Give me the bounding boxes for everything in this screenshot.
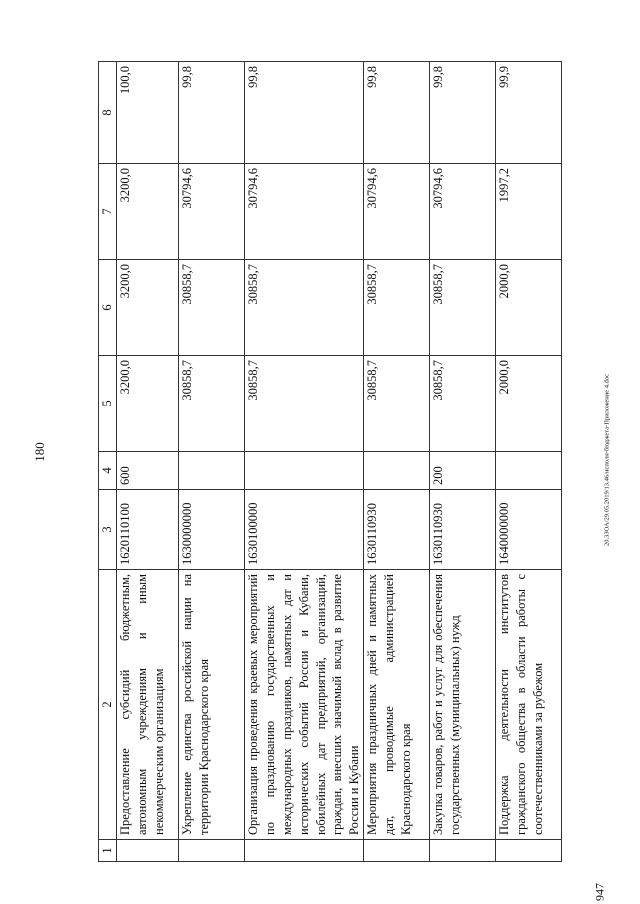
table-row: [496, 62, 562, 862]
header-col-2: 2: [99, 570, 117, 840]
table-row: [430, 62, 496, 862]
table-row: [117, 62, 179, 862]
cell-name: Укрепление единства российской нации на территории Краснодарского края: [179, 570, 245, 840]
cell-col-5: 30858,7: [364, 356, 430, 452]
cell-target-code: 1630110930: [430, 490, 496, 570]
cell-col-6: 30858,7: [245, 260, 364, 356]
table-row: [364, 62, 430, 862]
cell-target-code: 1620110100: [117, 490, 179, 570]
budget-table: [98, 61, 562, 862]
cell-col-1: [179, 840, 245, 862]
cell-col-5: 30858,7: [430, 356, 496, 452]
cell-name: Мероприятия праздничных дней и памятных дат, проводимые администрацией Краснодарского края: [364, 570, 430, 840]
cell-expense-type: 200: [430, 452, 496, 490]
cell-col-7: 30794,6: [364, 164, 430, 260]
cell-col-5: 3200,0: [117, 356, 179, 452]
table-row: [179, 62, 245, 862]
cell-expense-type: [179, 452, 245, 490]
cell-col-7: 3200,0: [117, 164, 179, 260]
cell-col-8: 99,8: [430, 62, 496, 164]
cell-col-1: [364, 840, 430, 862]
cell-col-5: 30858,7: [179, 356, 245, 452]
header-col-4: 4: [99, 452, 117, 490]
cell-col-8: 99,8: [364, 62, 430, 164]
header-col-3: 3: [99, 490, 117, 570]
cell-expense-type: [245, 452, 364, 490]
corner-number: 947: [592, 883, 607, 901]
header-col-8: 8: [99, 62, 117, 164]
cell-col-6: 30858,7: [364, 260, 430, 356]
cell-col-8: 99,9: [496, 62, 562, 164]
cell-name: Поддержка деятельности институтов гражданского общества в области работы с соотечественниками за рубежом: [496, 570, 562, 840]
cell-col-1: [117, 840, 179, 862]
header-row: [99, 62, 117, 862]
cell-target-code: 1630110930: [364, 490, 430, 570]
cell-target-code: 1640000000: [496, 490, 562, 570]
cell-col-7: 30794,6: [430, 164, 496, 260]
cell-col-7: 1997,2: [496, 164, 562, 260]
cell-col-1: [430, 840, 496, 862]
page-number: 180: [32, 442, 47, 462]
cell-target-code: 1630000000: [179, 490, 245, 570]
cell-col-6: 3200,0: [117, 260, 179, 356]
cell-expense-type: [364, 452, 430, 490]
cell-col-8: 100,0: [117, 62, 179, 164]
cell-col-7: 30794,6: [245, 164, 364, 260]
table-row: [245, 62, 364, 862]
cell-expense-type: 600: [117, 452, 179, 490]
cell-col-1: [245, 840, 364, 862]
header-col-1: 1: [99, 840, 117, 862]
cell-target-code: 1630100000: [245, 490, 364, 570]
file-path-footer: 20.3ЗОА/29.05.2019/13.46/исполн-бюджета-Приложение 4.doc: [603, 373, 611, 547]
cell-col-6: 30858,7: [179, 260, 245, 356]
cell-col-5: 2000,0: [496, 356, 562, 452]
cell-col-6: 2000,0: [496, 260, 562, 356]
cell-col-8: 99,8: [245, 62, 364, 164]
cell-col-5: 30858,7: [245, 356, 364, 452]
header-col-7: 7: [99, 164, 117, 260]
cell-col-7: 30794,6: [179, 164, 245, 260]
header-col-5: 5: [99, 356, 117, 452]
cell-expense-type: [496, 452, 562, 490]
budget-table-container: [98, 61, 562, 862]
cell-col-6: 30858,7: [430, 260, 496, 356]
cell-col-8: 99,8: [179, 62, 245, 164]
cell-name: Закупка товаров, работ и услуг для обеспечения государственных (муниципальных) нужд: [430, 570, 496, 840]
cell-name: Предоставление субсидий бюджетным, автономным учреждениям и иным некоммерческим организациям: [117, 570, 179, 840]
cell-col-1: [496, 840, 562, 862]
header-col-6: 6: [99, 260, 117, 356]
cell-name: Организация проведения краевых мероприятий по празднованию государственных и международных праздников, памятных дат и исторических событий России и Кубани, юбилейных дат предприятий, организаций, граждан, внесших значимый вклад в развитие России и Кубани: [245, 570, 364, 840]
